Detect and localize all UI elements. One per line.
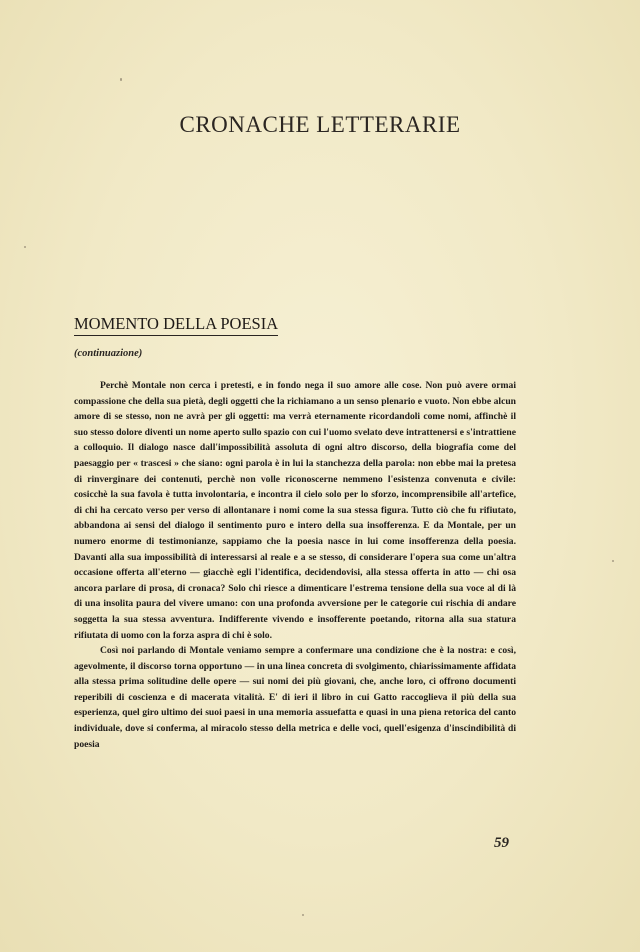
paragraph: Perchè Montale non cerca i pretesti, e in fondo nega il suo amore alle cose. Non può avere ormai compassione che della sua pietà, degli oggetti che la richiamano a un senso plenario e vuoto. Non ebbe alcun amore di se stesso, non ne avrà per gli oggetti: ma verrà eternamente ricordandoli come nomi, affinchè il suo stesso dolore diventi un nome aperto sullo spazio con cui l'uomo svelato deve intrattenersi e s'intrattiene a colloquio. Il dialogo nasce dall'impossibilità assoluta di ogni altro discorso, della biografia come del paesaggio per « trascesi » che siano: ogni parola è in lui la stanchezza della parola: non ebbe mai la pretesa di rinverginare dei contenuti, perchè non volle riconoscerne nemmeno l'esistenza convenuta e civile: cosicchè la sua favola è tutta involontaria, e incontra il cielo solo per lo sforzo, incomprensibile all'artefice, di chi ha cercato verso per verso di allontanare i nomi come la sua stessa figura. Tutto ciò che fu rifiutato, abbandona ai sensi del dialogo il sentimento puro e intero della sua insofferenza. E da Montale, per un numero enorme di testimonianze, sappiamo che la poesia nasce in lui come insofferenza della poesia. Davanti alla sua impossibilità di interessarsi al reale e a se stesso, di considerare l'opera sua come un'altra occasione offerta all'eterno — giacchè egli l'identifica, decidendovisi, alla stessa offerta in atto — chi osa ancora parlare di prosa, di cronaca? Solo chi riesce a dimenticare l'estrema tensione della sua voce al di là di una insolita paura del vivere umano: con una profonda avversione per le categorie cui rischia di andare soggetta la sua stessa avventura. Indifferente vivendo e insofferente poetando, ritorna alla sua statura rifiutata di uomo con la forza aspra di chi è solo. (74, 380, 516, 641)
paper-speck (120, 78, 122, 81)
page-number: 59 (494, 835, 509, 851)
paper-speck (302, 914, 304, 916)
paper-speck (612, 560, 614, 562)
article-title: MOMENTO DELLA POESIA (74, 314, 278, 336)
paper-speck (24, 246, 26, 248)
article-subtitle: (continuazione) (74, 348, 143, 359)
paragraph: Così noi parlando di Montale veniamo sempre a confermare una condizione che è la nostra: e così, agevolmente, il discorso torna opportuno — in una linea concreta di svolgimento, chiarissimamente affidata alla stessa prima solitudine delle opere — sui nomi dei più giovani, che, anche loro, ci offrono documenti reperibili di coscienza e di macerata vitalità. E' di ieri il libro in cui Gatto raccoglieva il più della sua esperienza, quel giro ultimo dei suoi paesi in una memoria assuefatta e quasi in una piena retorica del canto individuale, dove si conferma, al miracolo stesso della metrica e delle voci, quell'esigenza d'inscindibilità di poesia (74, 645, 516, 750)
article-body (74, 378, 516, 752)
section-title: CRONACHE LETTERARIE (179, 112, 461, 137)
